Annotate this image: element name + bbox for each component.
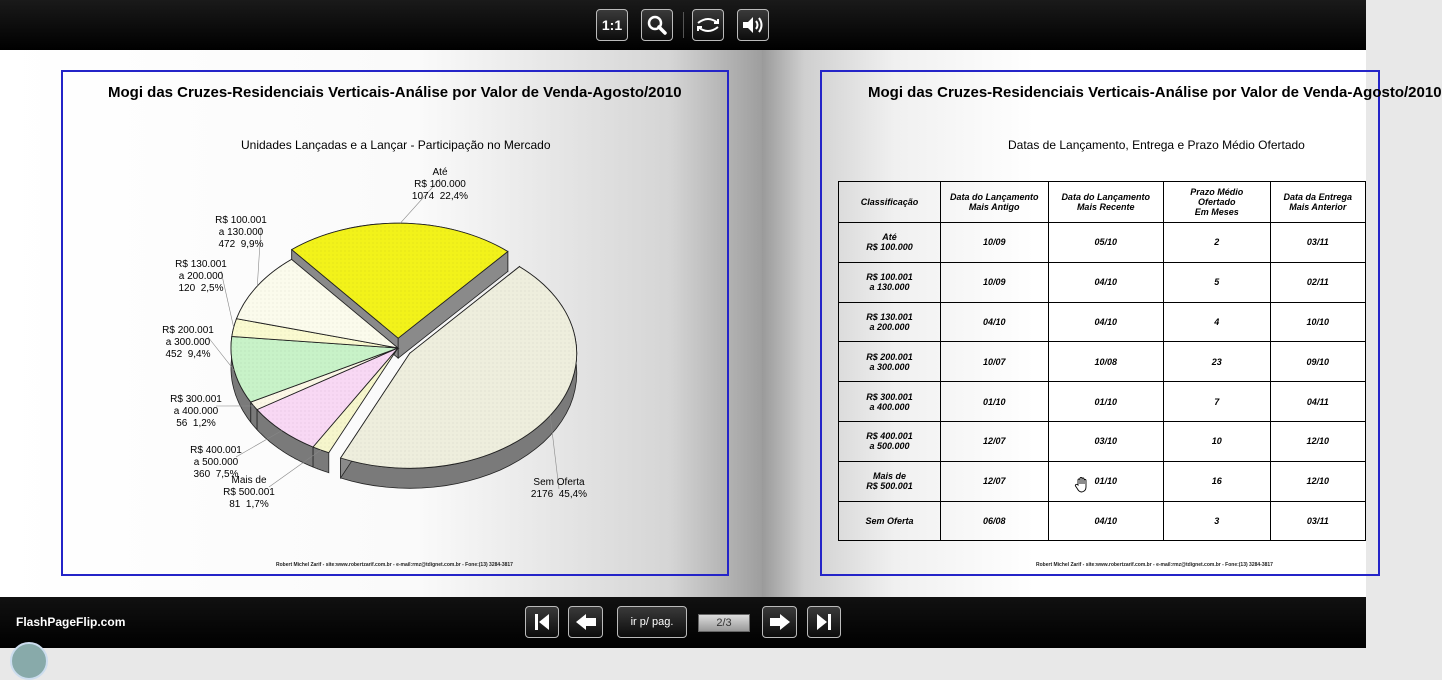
table-cell: 12/07 — [940, 461, 1048, 501]
table-cell: 03/11 — [1270, 501, 1365, 541]
toolbar-separator — [683, 12, 684, 38]
table-cell: 4 — [1163, 302, 1270, 342]
classification-cell: R$ 300.001 a 400.000 — [839, 382, 941, 422]
table-cell: 09/10 — [1270, 342, 1365, 382]
classification-cell: R$ 200.001 a 300.000 — [839, 342, 941, 382]
table-cell: 12/10 — [1270, 461, 1365, 501]
table-cell: 12/07 — [940, 421, 1048, 461]
table-cell: 10 — [1163, 421, 1270, 461]
right-page-title: Mogi das Cruzes-Residenciais Verticais-Análise por Valor de Venda-Agosto/2010 — [868, 84, 1442, 101]
prev-page-icon — [574, 612, 598, 632]
pie-slice-label: Sem Oferta 2176 45,4% — [531, 477, 587, 501]
table-subtitle: Datas de Lançamento, Entrega e Prazo Médio Ofertado — [1008, 138, 1305, 152]
right-page-footer: Robert Michel Zarif - site:www.robertzarif.com.br - e-mail:rmz@tdignet.com.br - Fone:(13) 3284-3817 — [1036, 562, 1273, 568]
table-cell: 3 — [1163, 501, 1270, 541]
pie-chart — [0, 50, 762, 597]
table-row — [839, 223, 1366, 263]
table-cell: 10/08 — [1048, 342, 1163, 382]
table-cell: 10/07 — [940, 342, 1048, 382]
table-cell: 05/10 — [1048, 223, 1163, 263]
table-cell: 04/10 — [1048, 262, 1163, 302]
left-page-title: Mogi das Cruzes-Residenciais Verticais-Análise por Valor de Venda-Agosto/2010 — [108, 84, 682, 101]
table-cell: 03/11 — [1270, 223, 1365, 263]
zoom-button[interactable] — [641, 9, 673, 41]
page-flip-icon — [695, 14, 721, 36]
page-flip-button[interactable] — [692, 9, 724, 41]
classification-cell: R$ 400.001 a 500.000 — [839, 421, 941, 461]
table-cell: 01/10 — [940, 382, 1048, 422]
table-cell: 10/09 — [940, 262, 1048, 302]
table-cell: 04/11 — [1270, 382, 1365, 422]
header-cell: Data do Lançamento Mais Antigo — [940, 182, 1048, 223]
left-page-footer: Robert Michel Zarif - site:www.robertzarif.com.br - e-mail:rmz@tdignet.com.br - Fone:(13) 3284-3817 — [276, 562, 513, 568]
prev-page-button[interactable] — [568, 606, 603, 638]
table-row — [839, 501, 1366, 541]
go-to-page-label: ir p/ pag. — [631, 616, 674, 628]
brand-circle-icon — [10, 642, 48, 680]
table-row — [839, 421, 1366, 461]
page-indicator[interactable]: 2/3 — [698, 614, 750, 632]
pie-slice-label: R$ 400.001 a 500.000 360 7,5% — [190, 445, 242, 481]
pie-slice-label: R$ 130.001 a 200.000 120 2,5% — [175, 259, 227, 295]
table-cell: 01/10 — [1048, 461, 1163, 501]
table-row — [839, 461, 1366, 501]
classification-cell: R$ 130.001 a 200.000 — [839, 302, 941, 342]
table-cell: 7 — [1163, 382, 1270, 422]
table-cell: 01/10 — [1048, 382, 1163, 422]
table-cell: 5 — [1163, 262, 1270, 302]
table-cell: 23 — [1163, 342, 1270, 382]
table-cell: 10/10 — [1270, 302, 1365, 342]
pie-slice-label: R$ 300.001 a 400.000 56 1,2% — [170, 394, 222, 430]
table-cell: 2 — [1163, 223, 1270, 263]
header-cell: Classificação — [839, 182, 941, 223]
header-cell: Data do Lançamento Mais Recente — [1048, 182, 1163, 223]
classification-cell: Mais de R$ 500.001 — [839, 461, 941, 501]
speaker-icon — [740, 14, 766, 36]
pie-slice-label: R$ 200.001 a 300.000 452 9,4% — [162, 325, 214, 361]
table-cell: 03/10 — [1048, 421, 1163, 461]
table-cell: 04/10 — [940, 302, 1048, 342]
header-cell: Data da Entrega Mais Anterior — [1270, 182, 1365, 223]
table-cell: 16 — [1163, 461, 1270, 501]
pie-slice-label: R$ 100.001 a 130.000 472 9,9% — [215, 215, 267, 251]
table-cell: 10/09 — [940, 223, 1048, 263]
table-header-row — [839, 182, 1366, 223]
next-page-icon — [768, 612, 792, 632]
pie-slice-label: Mais de R$ 500.001 81 1,7% — [223, 475, 275, 511]
hand-cursor-icon — [1074, 476, 1090, 494]
pie-slice-label: Até R$ 100.000 1074 22,4% — [412, 167, 468, 203]
actual-size-button[interactable] — [596, 9, 628, 41]
first-page-icon — [532, 612, 552, 632]
table-cell: 02/11 — [1270, 262, 1365, 302]
dates-table — [838, 181, 1366, 541]
sound-button[interactable] — [737, 9, 769, 41]
header-cell: Prazo Médio Ofertado Em Meses — [1163, 182, 1270, 223]
next-page-button[interactable] — [762, 606, 797, 638]
brand-logo: FlashPageFlip.com — [16, 615, 125, 629]
table-cell: 12/10 — [1270, 421, 1365, 461]
actual-size-label: 1:1 — [602, 17, 622, 33]
table-row — [839, 382, 1366, 422]
table-cell: 06/08 — [940, 501, 1048, 541]
classification-cell: Sem Oferta — [839, 501, 941, 541]
classification-cell: R$ 100.001 a 130.000 — [839, 262, 941, 302]
last-page-button[interactable] — [807, 606, 841, 638]
magnifier-icon — [646, 14, 668, 36]
table-row — [839, 262, 1366, 302]
table-cell: 04/10 — [1048, 302, 1163, 342]
go-to-page-button[interactable] — [617, 606, 687, 638]
chart-subtitle: Unidades Lançadas e a Lançar - Participação no Mercado — [241, 138, 551, 152]
table-row — [839, 342, 1366, 382]
last-page-icon — [814, 612, 834, 632]
table-row — [839, 302, 1366, 342]
first-page-button[interactable] — [525, 606, 559, 638]
classification-cell: Até R$ 100.000 — [839, 223, 941, 263]
table-cell: 04/10 — [1048, 501, 1163, 541]
